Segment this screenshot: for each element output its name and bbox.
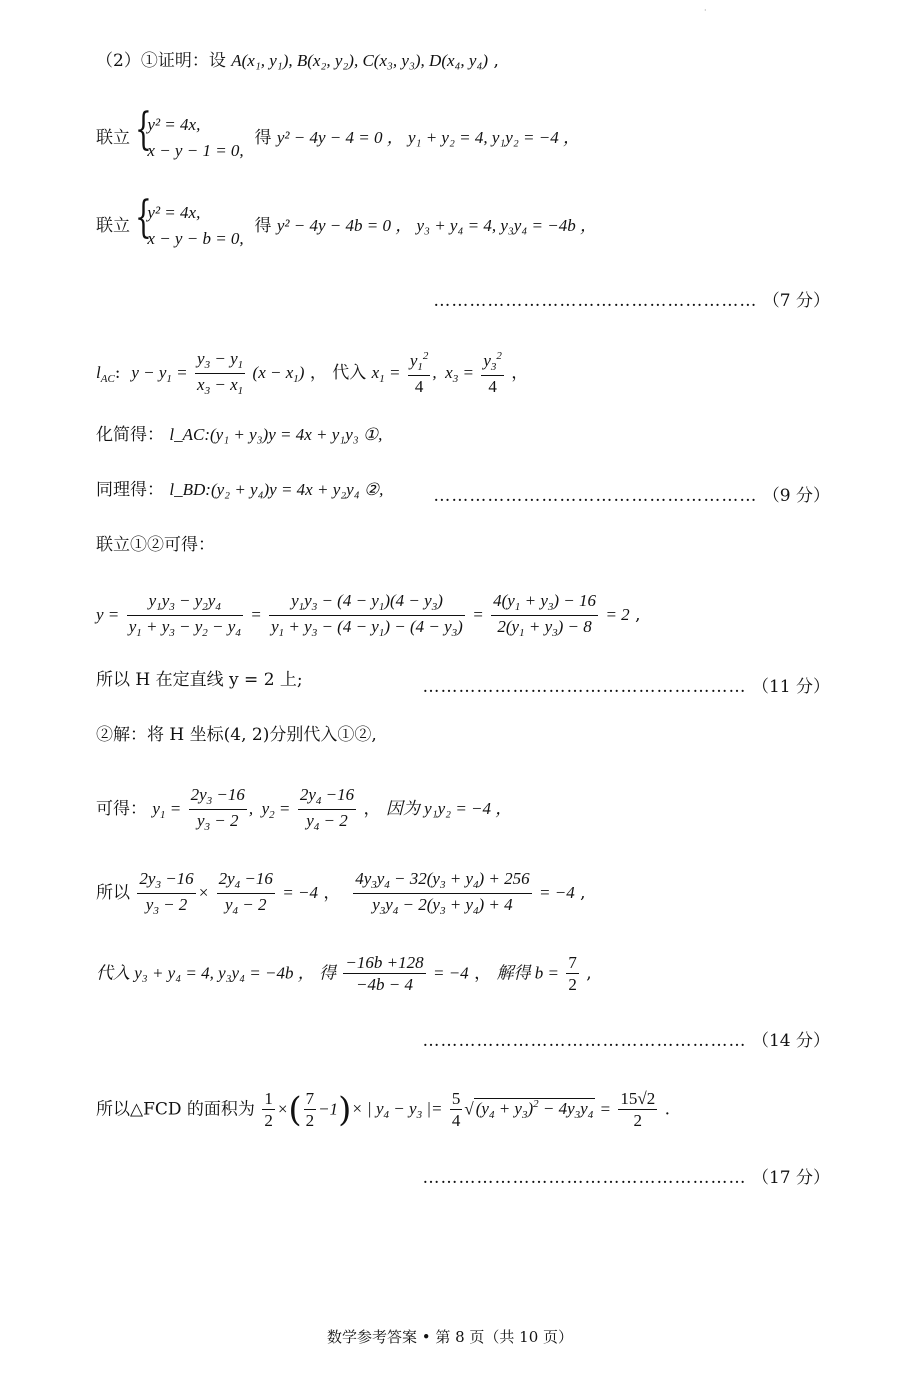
score-17: （17 分） (751, 1168, 830, 1188)
points-list: A(x₁, y₁), B(x₂, y₂), C(x₃, y₃), D(x₄, y₄) (231, 51, 489, 70)
because-text: 因为 y₁y₂ = −4 ， (385, 798, 513, 818)
area-label: 所以△FCD 的面积为 (96, 1099, 255, 1120)
score-9-row (433, 481, 830, 506)
page-footer: 数学参考答案 • 第 8 页（共 10 页） (326, 1328, 574, 1346)
sys2-result: y² − 4y − 4b = 0 ， y₃ + y₄ = 4, y₃y₄ = −4b ， (276, 215, 597, 235)
area-line: 所以△FCD 的面积为 $\frac{1}{2}$ ×( $\frac{7}{2}$ −1)× | $y_4 - y_3$ |= $\frac{5}{4}$ √ $(y_4 + y_3)^2 - 4y_3y_4$ = $\frac{15√2}{2}$ . (96, 1089, 671, 1131)
de-label: 得 (254, 127, 272, 148)
score-9: （9 分） (762, 486, 830, 506)
obtain-line: 可得： $y_1$ = $\frac{2y_3 -16}{y_3 - 2}$ , $y_2$ = $\frac{2y_4 -16}{y_4 - 2}$ ， 因为 y₁y₂ = −4 ， (96, 785, 513, 833)
substitute-line: 代入 y₃ + y₄ = 4, y₃y₄ = −4b ， 得 $\frac{-16b +128}{-4b - 4}$ = −4 ， 解得 b = $\frac{7}{2}$ , (96, 953, 592, 995)
y-fraction-chain: y = $\frac{y_1y_3 - y_2y_4}{y_1 + y_3 - y_2 - y_4}$ = $\frac{y_1y_3 - (4 - y_1)(4 - y_3)}{y_1 + y_3 - (4 - y_1) - (4 - y_3)}$ = $\frac{4(y_1 + y_3) - 16}{2(y_1 + y_3) - 8}$ = 2 , (96, 591, 641, 639)
substitute-label: 代入 y₃ + y₄ = 4, y₃y₄ = −4b ， 得 (96, 963, 336, 983)
sys1-eq1: y² = 4x, (147, 115, 201, 134)
equation-2: l_BD:(y₂ + y₄)y = 4x + y₂y₄ ②, (169, 480, 384, 499)
sys1-result: y² − 4y − 4 = 0 ， y₁ + y₂ = 4, y₁y₂ = −4 ， (276, 127, 580, 147)
product-line: 所以 $\frac{2y_3 -16}{y_3 - 2}$ × $\frac{2y_4 -16}{y_4 - 2}$ = −4 ， $\frac{4y_3y_4 - 32(y_3 + y_4) + 256}{y_3y_4 - 2(y_3 + y_4) + 4}$ = −4 , (96, 869, 586, 917)
lianli-label: 联立 (96, 127, 130, 148)
equation-1: l_AC:(y₁ + y₃)y = 4x + y₁y₃ ①, (169, 425, 383, 444)
conclusion-h-line (96, 672, 303, 689)
system-1-brace: { y² = 4x, x − y − 1 = 0, (135, 112, 243, 165)
substitute-word: 代入 (332, 362, 367, 383)
score-14: （14 分） (751, 1031, 830, 1051)
score-14-row (423, 1026, 830, 1051)
so-label: 所以 (96, 882, 130, 903)
combine-label: 联立①②可得： (96, 535, 215, 555)
similar-line (96, 481, 383, 499)
lianli-label: 联立 (96, 215, 130, 236)
obtain-label: 可得： (96, 798, 147, 819)
score-11: （11 分） (751, 677, 830, 697)
part2-label: ②解：将 H 坐标(4, 2)分别代入①②, (96, 725, 377, 745)
simplify-label: 化简得： (96, 425, 164, 445)
system-2-brace: { y² = 4x, x − y − b = 0, (135, 200, 243, 253)
score-7-row (433, 286, 830, 311)
line-ac-equation: $l_{AC}$: $y - y_1$ = $\frac{y_3 - y_1}{x_3 - x_1}$ $(x - x_1)$ ， 代入 $x_1$ = $\frac{y_1^2}{4}$ , $x_3$ = $\frac{y_3^2}{4}$ ， (96, 349, 529, 397)
proof-intro: （2）①证明：设 A(x₁, y₁), B(x₂, y₂), C(x₃, y₃), D(x₄, y₄) , (96, 51, 499, 71)
de-label: 得 (254, 215, 272, 236)
conclusion-h: 所以 H 在定直线 y = 2 上; (96, 670, 303, 690)
similar-label: 同理得： (96, 480, 164, 500)
sys1-eq2: x − y − 1 = 0, (147, 141, 244, 161)
part2-line (96, 727, 377, 744)
score-7: （7 分） (762, 291, 830, 311)
leader-dots: ……………………………………………… (433, 486, 758, 506)
sys2-eq1: y² = 4x, (147, 203, 201, 222)
system-1 (96, 104, 580, 165)
simplify-line (96, 426, 382, 444)
leader-dots: ……………………………………………… (422, 677, 747, 697)
scan-speck: · (704, 6, 707, 15)
score-11-row (423, 672, 830, 697)
leader-dots: ……………………………………………… (422, 1031, 747, 1051)
sys2-eq2: x − y − b = 0, (147, 229, 244, 249)
score-17-row (423, 1163, 830, 1188)
part-label: （2）①证明：设 (96, 51, 226, 71)
system-2 (96, 192, 597, 253)
leader-dots: ……………………………………………… (433, 291, 758, 311)
solve-label: 解得 b = (496, 963, 559, 983)
leader-dots: ……………………………………………… (422, 1168, 747, 1188)
combine-line (96, 537, 215, 554)
